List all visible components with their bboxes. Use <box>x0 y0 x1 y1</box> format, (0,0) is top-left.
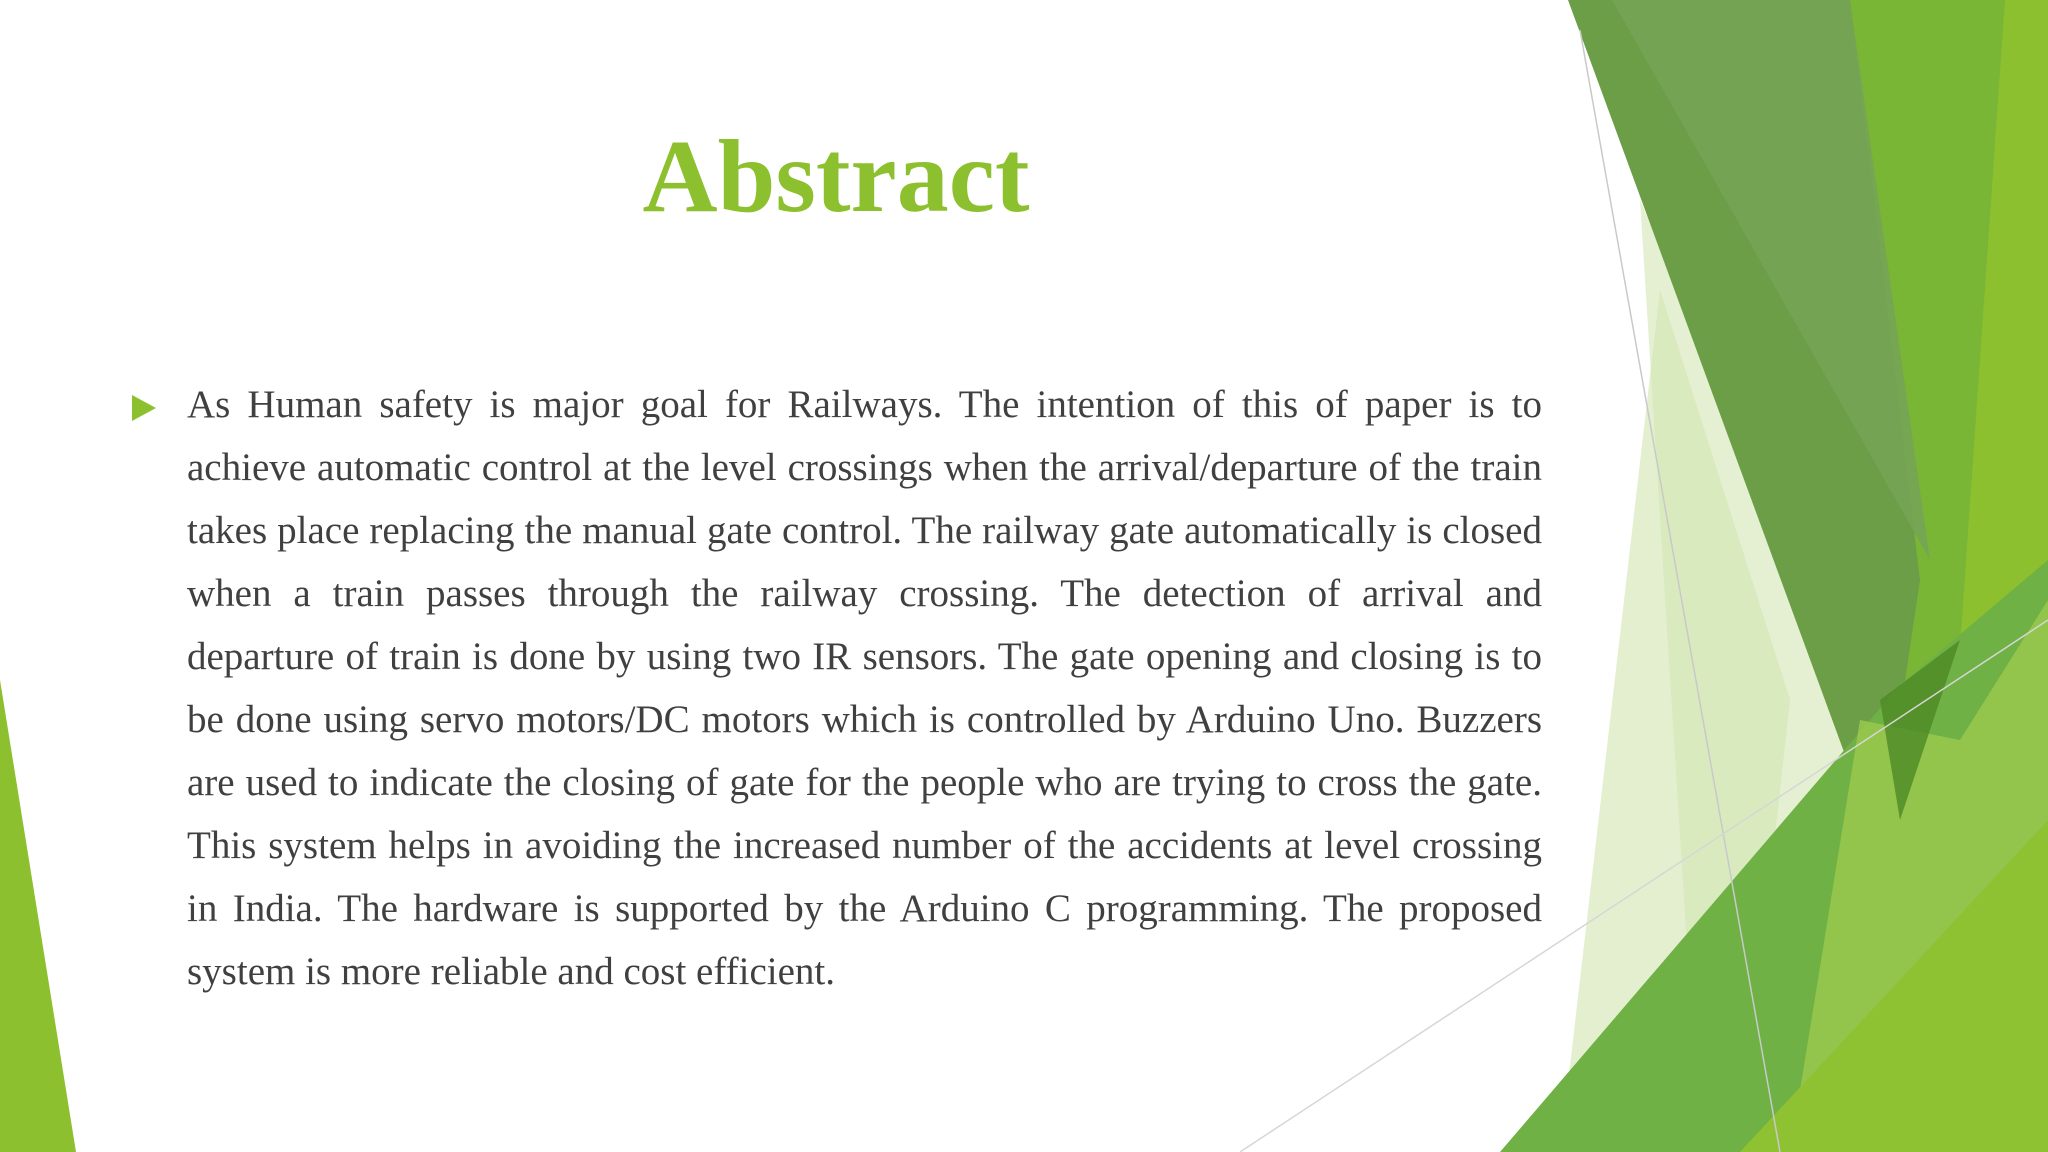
triangle-right-icon <box>132 395 156 421</box>
slide-title: Abstract <box>642 119 1030 234</box>
left-green-sliver <box>0 680 76 1152</box>
bullet-list <box>130 373 1542 1003</box>
bullet-item: As Human safety is major goal for Railways. The intention of this of paper is to achieve automatic control at the level crossings when the arrival/departure of the train takes place replacing the manual gate control. The railway gate automatically is closed when a train passes through the railway crossing. The detection of arrival and departure of train is done by using two IR sensors. The gate opening and closing is to be done using servo motors/DC motors which is controlled by Arduino Uno. Buzzers are used to indicate the closing of gate for the people who are trying to cross the gate. This system helps in avoiding the increased number of the accidents at level crossing in India. The hardware is supported by the Arduino C programming. The proposed system is more reliable and cost efficient. <box>187 383 1542 993</box>
